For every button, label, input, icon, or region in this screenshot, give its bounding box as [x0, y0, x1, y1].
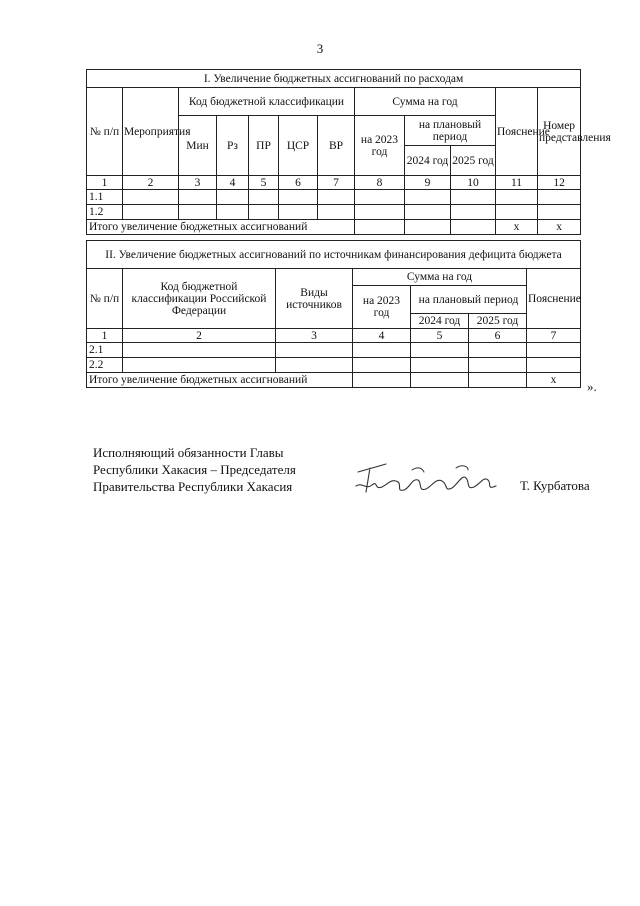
col-number: 6 — [279, 176, 318, 190]
row-num: 1.2 — [87, 205, 123, 220]
section-title: I. Увеличение бюджетных ассигнований по расходам — [87, 70, 581, 88]
cell — [179, 190, 217, 205]
cell — [496, 205, 538, 220]
header-plan-period: на плановый период — [411, 286, 527, 314]
cell — [451, 205, 496, 220]
closing-quote: ». — [587, 379, 597, 394]
col-number: 3 — [276, 329, 353, 343]
cell — [355, 220, 405, 235]
header-2025: 2025 год — [451, 146, 496, 176]
cell — [179, 205, 217, 220]
cell — [496, 190, 538, 205]
cell — [411, 373, 469, 388]
total-label: Итого увеличение бюджетных ассигнований — [87, 373, 353, 388]
header-note: Пояснение — [527, 269, 581, 329]
col-number: 8 — [355, 176, 405, 190]
header-2023: на 2023 год — [355, 116, 405, 176]
cell — [318, 205, 355, 220]
header-sum-year: Сумма на год — [353, 269, 527, 286]
cell — [411, 358, 469, 373]
total-row — [87, 373, 581, 388]
table-row — [87, 205, 581, 220]
cell — [527, 343, 581, 358]
table-row — [87, 343, 581, 358]
header-sum-year: Сумма на год — [355, 88, 496, 116]
header-kinds: Виды источников — [276, 269, 353, 329]
cell — [123, 358, 276, 373]
col-number: 5 — [411, 329, 469, 343]
header-note: Пояснение — [496, 88, 538, 176]
col-number: 2 — [123, 329, 276, 343]
expenditure-increase-table — [86, 69, 611, 235]
header-code: Код бюджетной классификации Российской Федерации — [123, 269, 276, 329]
cell — [538, 205, 581, 220]
header-rz: Рз — [217, 116, 249, 176]
header-num: № п/п — [87, 88, 123, 176]
cell — [123, 190, 179, 205]
header-2024: 2024 год — [411, 314, 469, 329]
header-min: Мин — [179, 116, 217, 176]
col-number: 7 — [527, 329, 581, 343]
col-number: 1 — [87, 329, 123, 343]
col-number: 7 — [318, 176, 355, 190]
header-num: № п/п — [87, 269, 123, 329]
total-note: x — [496, 220, 538, 235]
cell — [469, 373, 527, 388]
cell — [279, 205, 318, 220]
col-number: 5 — [249, 176, 279, 190]
cell — [405, 220, 451, 235]
header-2024: 2024 год — [405, 146, 451, 176]
table-row — [87, 190, 581, 205]
cell — [355, 205, 405, 220]
signer-title-line: Правительства Республики Хакасия — [93, 479, 293, 494]
row-num: 2.2 — [87, 358, 123, 373]
col-number: 3 — [179, 176, 217, 190]
cell — [405, 190, 451, 205]
col-number: 12 — [538, 176, 581, 190]
col-number: 4 — [217, 176, 249, 190]
header-pr: ПР — [249, 116, 279, 176]
cell — [276, 358, 353, 373]
cell — [538, 190, 581, 205]
header-proposal-num: Номер представления — [538, 88, 581, 176]
cell — [527, 358, 581, 373]
total-proposal: x — [538, 220, 581, 235]
section-title: II. Увеличение бюджетных ассигнований по источникам финансирования дефицита бюджета — [87, 241, 581, 269]
col-number: 10 — [451, 176, 496, 190]
cell — [123, 205, 179, 220]
cell — [123, 343, 276, 358]
header-vr: ВР — [318, 116, 355, 176]
header-budget-code: Код бюджетной классификации — [179, 88, 355, 116]
cell — [249, 205, 279, 220]
cell — [469, 343, 527, 358]
cell — [353, 343, 411, 358]
cell — [469, 358, 527, 373]
signer-title-line: Исполняющий обязанности Главы — [93, 445, 284, 460]
col-number: 6 — [469, 329, 527, 343]
row-num: 2.1 — [87, 343, 123, 358]
col-number: 11 — [496, 176, 538, 190]
header-2023: на 2023 год — [353, 286, 411, 329]
deficit-financing-table — [86, 240, 581, 388]
signer-title — [93, 444, 296, 495]
cell — [451, 190, 496, 205]
cell — [217, 205, 249, 220]
cell — [318, 190, 355, 205]
cell — [217, 190, 249, 205]
cell — [353, 358, 411, 373]
cell — [279, 190, 318, 205]
col-number: 1 — [87, 176, 123, 190]
total-row — [87, 220, 581, 235]
col-number: 2 — [123, 176, 179, 190]
cell — [355, 190, 405, 205]
handwritten-signature — [352, 456, 502, 501]
signer-title-line: Республики Хакасия – Председателя — [93, 462, 296, 477]
header-event: Мероприятия — [123, 88, 179, 176]
cell — [411, 343, 469, 358]
page-number: 3 — [316, 41, 324, 56]
cell — [353, 373, 411, 388]
cell — [451, 220, 496, 235]
header-csr: ЦСР — [279, 116, 318, 176]
col-number: 9 — [405, 176, 451, 190]
header-plan-period: на плановый период — [405, 116, 496, 146]
total-note: x — [527, 373, 581, 388]
cell — [405, 205, 451, 220]
signer-name: Т. Курбатова — [520, 478, 590, 493]
col-number: 4 — [353, 329, 411, 343]
header-2025: 2025 год — [469, 314, 527, 329]
total-label: Итого увеличение бюджетных ассигнований — [87, 220, 355, 235]
cell — [249, 190, 279, 205]
cell — [276, 343, 353, 358]
table-row — [87, 358, 581, 373]
row-num: 1.1 — [87, 190, 123, 205]
